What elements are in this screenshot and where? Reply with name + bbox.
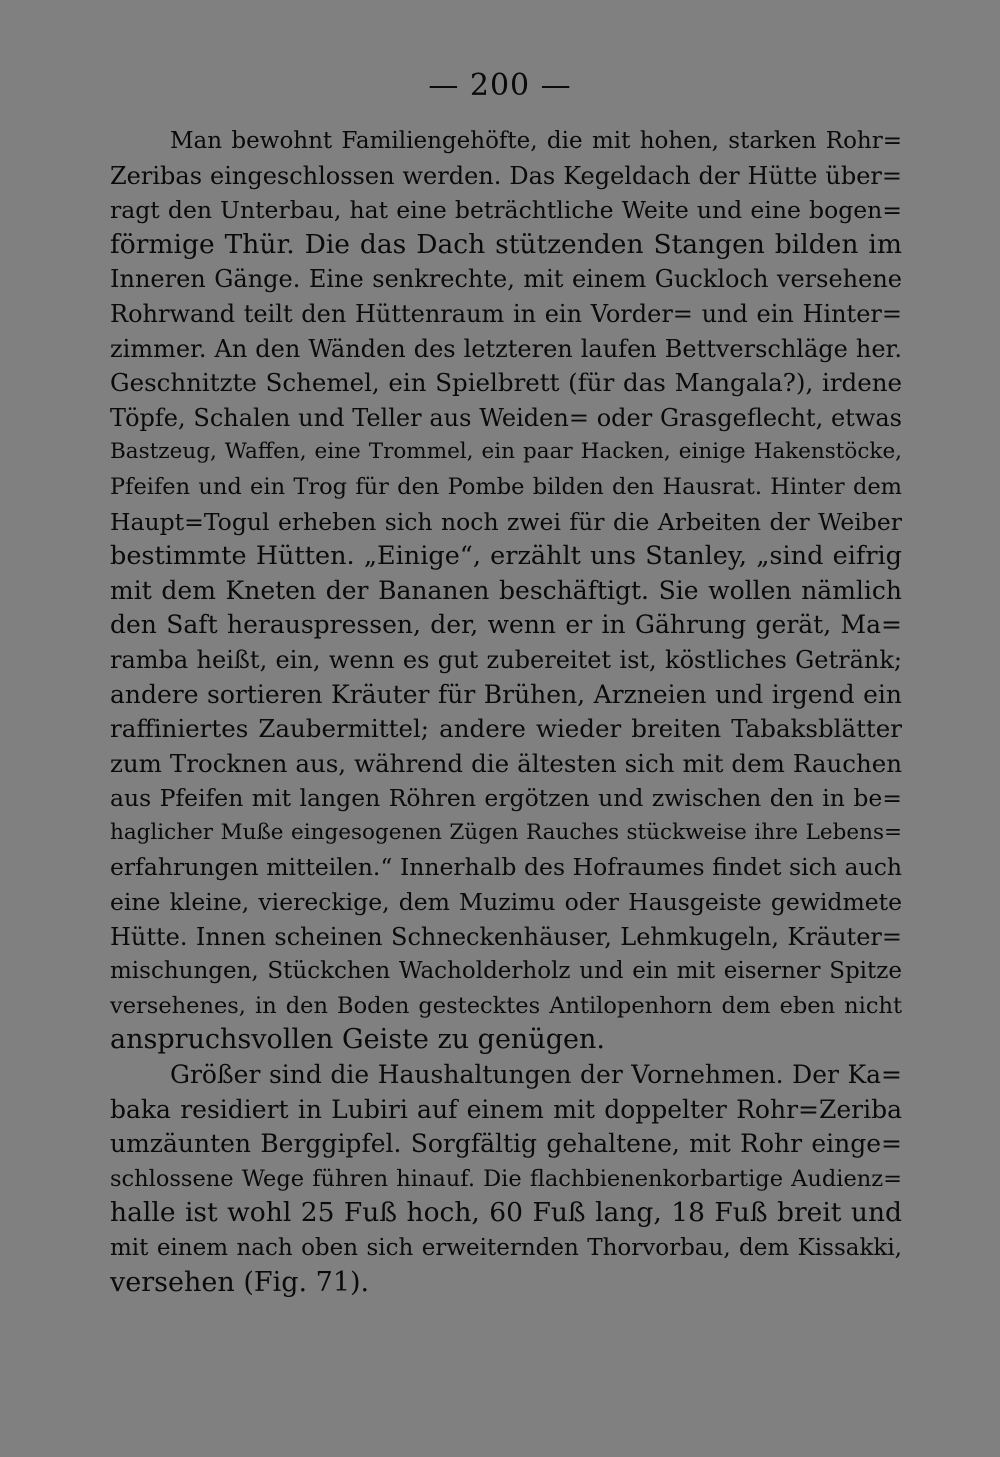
text-line: erfahrungen mitteilen.“ Innerhalb des Hofraumes findet sich auch	[110, 853, 902, 882]
body-text	[110, 124, 902, 1300]
text-line: halle ist wohl 25 Fuß hoch, 60 Fuß lang, 18 Fuß breit und	[110, 1197, 902, 1229]
text-line: Bastzeug, Waffen, eine Trommel, ein paar Hacken, einige Hakenstöcke,	[110, 439, 902, 465]
text-line: umzäunten Berggipfel. Sorgfältig gehaltene, mit Rohr einge=	[110, 1129, 902, 1159]
text-line: Pfeifen und ein Trog für den Pombe bilden den Hausrat. Hinter dem	[110, 473, 902, 500]
text-line: Inneren Gänge. Eine senkrechte, mit einem Guckloch versehene	[110, 265, 902, 294]
text-line: Haupt=Togul erheben sich noch zwei für die Arbeiten der Weiber	[110, 507, 902, 536]
text-line: Größer sind die Haushaltungen der Vornehmen. Der Ka=	[170, 1060, 902, 1090]
text-line: ramba heißt, ein, wenn es gut zubereitet ist, köstliches Getränk;	[110, 645, 902, 674]
text-line: versehen (Fig. 71).	[110, 1266, 370, 1298]
text-line: eine kleine, viereckige, dem Muzimu oder Hausgeiste gewidmete	[110, 888, 902, 917]
text-line: zimmer. An den Wänden des letzteren laufen Bettverschläge her.	[110, 334, 902, 363]
text-line: raffiniertes Zaubermittel; andere wieder breiten Tabaksblätter	[110, 714, 902, 744]
text-line: versehenes, in den Boden gestecktes Antilopenhorn dem eben nicht	[110, 992, 902, 1019]
text-line: zum Trocknen aus, während die ältesten sich mit dem Rauchen	[110, 748, 902, 778]
text-line: ragt den Unterbau, hat eine beträchtliche Weite und eine bogen=	[110, 196, 902, 225]
text-line: anspruchsvollen Geiste zu genügen.	[110, 1024, 605, 1056]
text-line: mit einem nach oben sich erweiternden Thorvorbau, dem Kissakki,	[110, 1235, 902, 1261]
text-line: haglicher Muße eingesogenen Zügen Rauches stückweise ihre Lebens=	[110, 819, 902, 845]
text-line: schlossene Wege führen hinauf. Die flachbienenkorbartige Audienz=	[110, 1165, 902, 1192]
text-line: Zeribas eingeschlossen werden. Das Kegeldach der Hütte über=	[110, 161, 902, 190]
text-line: baka residiert in Lubiri auf einem mit doppelter Rohr=Zeriba	[110, 1094, 902, 1124]
text-line: den Saft herauspressen, der, wenn er in Gährung gerät, Ma=	[110, 610, 902, 640]
text-line: Geschnitzte Schemel, ein Spielbrett (für das Mangala?), irdene	[110, 368, 902, 398]
text-line: förmige Thür. Die das Dach stützenden Stangen bilden im	[110, 228, 902, 260]
text-line: Man bewohnt Familiengehöfte, die mit hohen, starken Rohr=	[170, 128, 902, 154]
text-line: aus Pfeifen mit langen Röhren ergötzen und zwischen den in be=	[110, 784, 902, 813]
text-line: Rohrwand teilt den Hüttenraum in ein Vorder= und ein Hinter=	[110, 299, 902, 328]
text-line: Hütte. Innen scheinen Schneckenhäuser, Lehmkugeln, Kräuter=	[110, 922, 902, 951]
text-line: bestimmte Hütten. „Einige“, erzählt uns Stanley, „sind eifrig	[110, 541, 902, 572]
text-line: mit dem Kneten der Bananen beschäftigt. Sie wollen nämlich	[110, 575, 902, 605]
text-line: andere sortieren Kräuter für Brühen, Arzneien und irgend ein	[110, 679, 902, 709]
text-line: mischungen, Stückchen Wacholderholz und ein mit eiserner Spitze	[110, 958, 902, 985]
page-number: — 200 —	[428, 68, 572, 103]
text-line: Töpfe, Schalen und Teller aus Weiden= oder Grasgeflecht, etwas	[110, 403, 902, 432]
